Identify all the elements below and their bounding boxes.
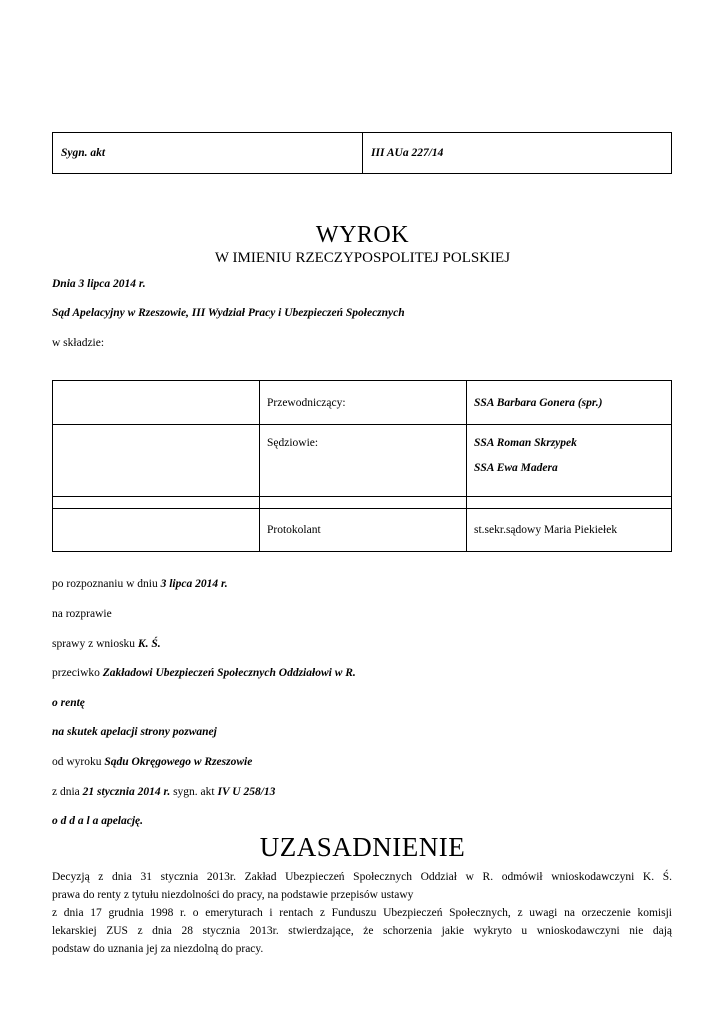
judge-2: SSA Ewa Madera [474, 462, 558, 474]
reasons-line: prawa do renty z tytułu niezdolności do pracy, na podstawie przepisów ustawy [52, 889, 414, 901]
case-number-label-cell [53, 133, 363, 173]
reasons-line: lekarskiej ZUS z dnia 28 stycznia 2013r. stwierdzające, że schorzenia jakie wykryto u wnioskodawczyni nie dają [52, 925, 672, 937]
proceedings-lower-judgment-line: z dnia 21 stycznia 2014 r. sygn. akt IV U 258/13 [52, 786, 276, 798]
clerk-label: Protokolant [260, 509, 467, 552]
judges-label: Sędziowie: [260, 425, 467, 497]
table-row [53, 381, 672, 425]
proceedings-appeal-line: na skutek apelacji strony pozwanej [52, 726, 217, 738]
composition-label: w składzie: [52, 337, 105, 349]
case-number-table [52, 132, 672, 174]
table-row [53, 497, 672, 509]
proceedings-date-line: po rozpoznaniu w dniu 3 lipca 2014 r. [52, 578, 228, 590]
table-row [53, 425, 672, 497]
proceedings-subject-line: o rentę [52, 697, 85, 709]
reasons-line: Decyzją z dnia 31 stycznia 2013r. Zakład Ubezpieczeń Społecznych Oddział w R. odmówił wnioskodawczyni K. Ś. [52, 871, 672, 883]
chair-value: SSA Barbara Gonera (spr.) [467, 381, 672, 425]
court-name: Sąd Apelacyjny w Rzeszowie, III Wydział Pracy i Ubezpieczeń Społecznych [52, 307, 405, 319]
proceedings-hearing-line: na rozprawie [52, 608, 112, 620]
reasons-paragraph [52, 868, 672, 958]
ruling-line: o d d a l a apelację. [52, 815, 144, 827]
proceedings-applicant-line: sprawy z wniosku K. Ś. [52, 638, 161, 650]
case-number-value: III AUa 227/14 [371, 147, 444, 159]
judgment-date: Dnia 3 lipca 2014 r. [52, 278, 146, 290]
reasons-line: z dnia 17 grudnia 1998 r. o emeryturach i rentach z Funduszu Ubezpieczeń Społecznych, z uwagi na orzeczenie komisji [52, 907, 672, 919]
case-number-label: Sygn. akt [61, 147, 106, 159]
reasons-title: UZASADNIENIE [259, 832, 466, 862]
judge-1: SSA Roman Skrzypek [474, 437, 577, 449]
composition-table [52, 380, 672, 552]
judgment-title: WYROK [315, 222, 410, 248]
proceedings-defendant-line: przeciwko Zakładowi Ubezpieczeń Społecznych Oddziałowi w R. [52, 667, 356, 679]
chair-label: Przewodniczący: [260, 381, 467, 425]
reasons-line: podstaw do uznania jej za niezdolną do pracy. [52, 943, 264, 955]
case-number-value-cell [363, 133, 671, 173]
clerk-value: st.sekr.sądowy Maria Piekiełek [467, 509, 672, 552]
table-row [53, 509, 672, 552]
judgment-subtitle: W IMIENIU RZECZYPOSPOLITEJ POLSKIEJ [214, 250, 511, 266]
proceedings-lower-court-line: od wyroku Sądu Okręgowego w Rzeszowie [52, 756, 253, 768]
judges-value [467, 425, 672, 497]
